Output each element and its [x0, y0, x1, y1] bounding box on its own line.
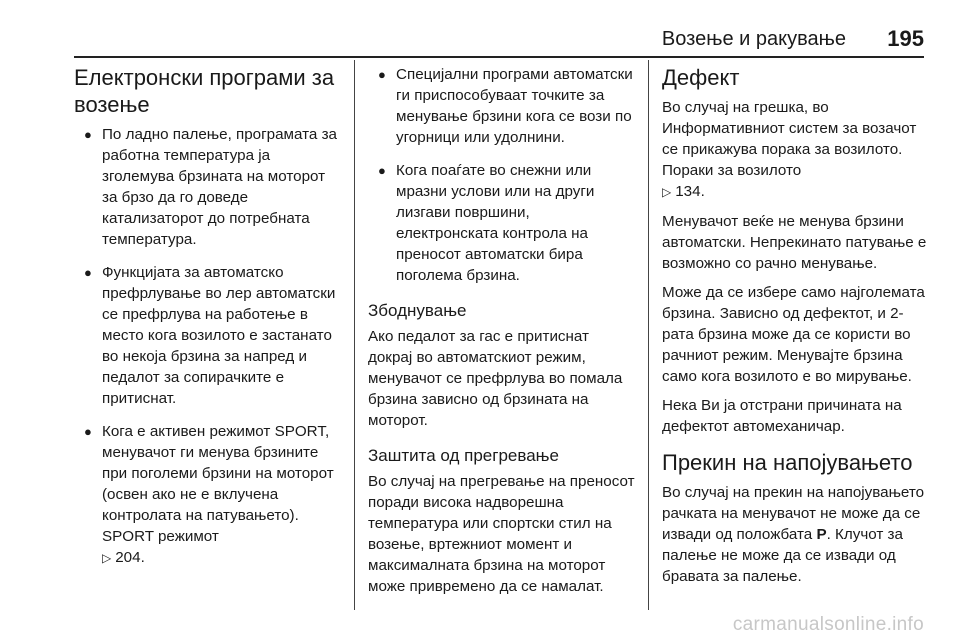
column-divider-1 — [354, 60, 355, 610]
page-reference[interactable] — [662, 183, 705, 200]
bullet-icon: ● — [84, 265, 92, 280]
paragraph-text: Во случај на прекин на напојувањето рачката на менувачот не може да се извади од положбата — [662, 484, 925, 543]
header-divider — [74, 56, 924, 58]
list-item — [368, 64, 636, 148]
list-item-text: По ладно палење, програмата за работна температура ја зголемува брзината на моторот за брзо да го доведе катализаторот до потребната температура. — [102, 126, 337, 248]
list-item — [74, 421, 344, 569]
bullet-icon: ● — [378, 67, 386, 82]
page-number: 195 — [887, 26, 924, 51]
column-divider-2 — [648, 60, 649, 610]
column-1 — [74, 60, 344, 581]
paragraph-text: Во случај на грешка, во Информативниот систем за возачот се прикажува порака за возилото. Пораки за возилото — [662, 99, 917, 179]
list-item — [74, 262, 344, 409]
paragraph-text: . Клучот за палење не може да се извади од бравата за палење. — [662, 526, 903, 585]
section-heading-power-interruption: Прекин на напојувањето — [662, 450, 913, 475]
list-item-text: Кога е активен режимот SPORT, менувачот ги менува брзините при поголеми брзини на моторот (освен ако не е вклучена контролата на патувањето). SPORT режимот — [102, 423, 334, 545]
paragraph-manual-shift: Менувачот веќе не менува брзини автоматски. Непрекинато патување е возможно со рачно менување. — [662, 213, 927, 272]
subheading-overheat-protection: Заштита од прегревање — [368, 446, 559, 465]
column-2 — [368, 60, 636, 605]
page-reference[interactable] — [102, 549, 145, 566]
paragraph-highest-gear: Може да се избере само најголемата брзина. Зависно од дефектот, и 2-рата брзина може да се користи во рачниот режим. Менувајте брзина само кога возилото е во мирување. — [662, 284, 925, 385]
bullet-list — [368, 64, 636, 286]
list-item — [368, 160, 636, 286]
paragraph-power-interruption — [662, 482, 928, 587]
list-item — [74, 124, 344, 250]
watermark: carmanualsonline.info — [732, 614, 924, 635]
bullet-icon: ● — [84, 424, 92, 439]
page-header — [74, 26, 924, 56]
list-item-text: Специјални програми автоматски ги приспособуваат точките за менување брзини кога се вози по угорници или удолнини. — [396, 66, 633, 146]
list-item-text: Функцијата за автоматско префрлување во лер автоматски се префрлува на работење в место кога возилото е застанато во некоја брзина за напред и педалот за сопирачките е притиснат. — [102, 264, 336, 407]
arrow-right-icon: ▷ — [102, 551, 112, 565]
running-header-title: Возење и ракување — [661, 28, 846, 50]
page-reference-number: 204. — [115, 549, 145, 566]
column-3 — [662, 60, 928, 595]
bullet-icon: ● — [84, 127, 92, 142]
page-reference-number: 134. — [675, 183, 705, 200]
paragraph-overheat-protection: Во случај на прегревање на преносот поради висока надворешна температура или спортски стил на возење, вртежниот момент и максималната брзина на моторот може привремено да се намалат. — [368, 473, 635, 595]
section-heading-electronic-programs: Електронски програми за возење — [74, 65, 335, 117]
paragraph-kickdown: Ако педалот за гас е притиснат докрај во автоматскиот режим, менувачот се префрлува во помала брзина зависно од брзината на моторот. — [368, 328, 623, 429]
bullet-icon: ● — [378, 163, 386, 178]
list-item-text: Кога поаѓате во снежни или мразни услови или на други лизгави површини, електронската контрола на преносот автоматски бира поголема брзина. — [396, 162, 595, 284]
paragraph-fault — [662, 97, 928, 203]
section-heading-fault: Дефект — [662, 65, 740, 90]
gear-position-p: P — [816, 526, 827, 543]
arrow-right-icon: ▷ — [662, 185, 672, 199]
paragraph-mechanic: Нека Ви ја отстрани причината на дефектот автомеханичар. — [662, 397, 902, 435]
bullet-list — [74, 124, 344, 569]
subheading-kickdown: Збоднување — [368, 301, 467, 320]
